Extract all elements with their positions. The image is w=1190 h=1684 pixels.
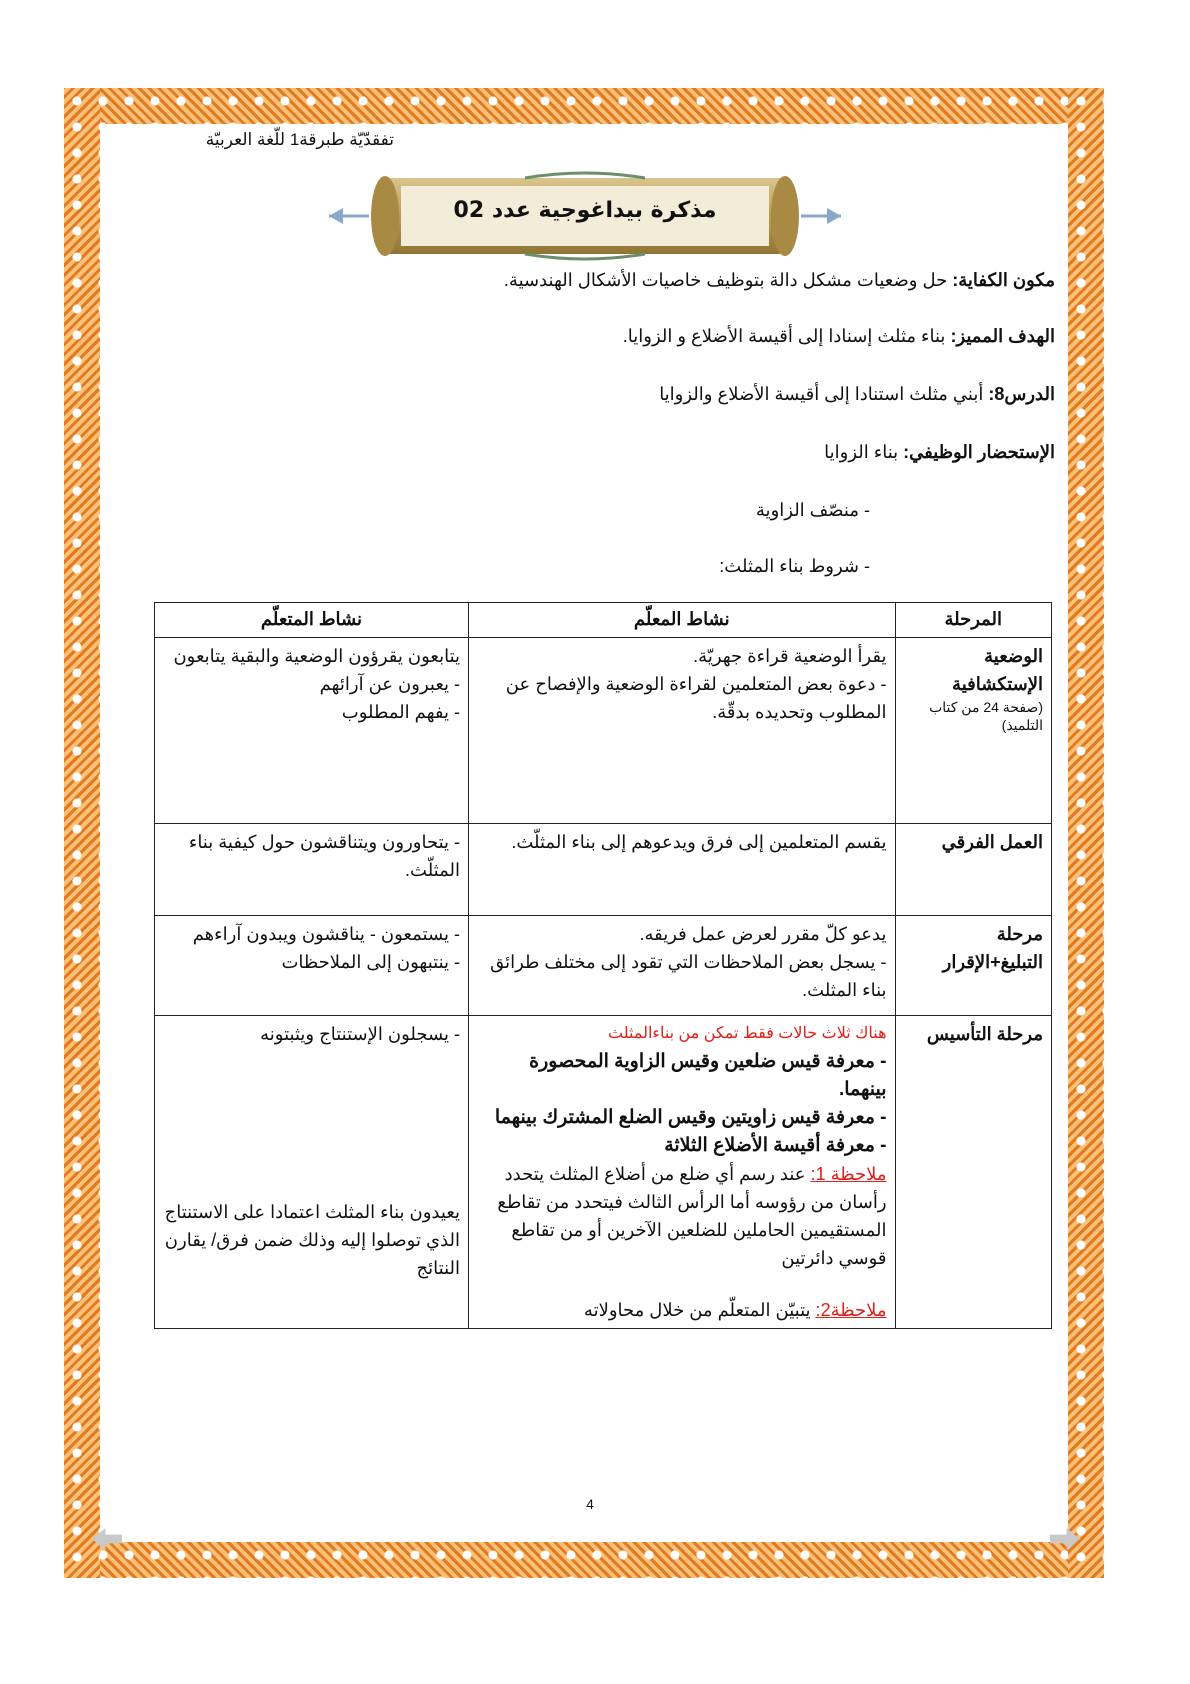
learner-cell xyxy=(155,824,469,916)
subject-line: تفقدّيّة طبرقة1 للّغة العربيّة xyxy=(205,130,394,149)
learner-line: يتابعون يقرؤون الوضعية والبقية يتابعون xyxy=(173,646,461,666)
phase-cell xyxy=(895,916,1051,1016)
note-2-label: ملاحظة2: xyxy=(815,1300,887,1320)
learner-line: - يعبرون عن آرائهم xyxy=(319,674,461,694)
competence-line xyxy=(150,270,1055,291)
recall-value: بناء الزوايا xyxy=(824,442,899,462)
header-teacher: نشاط المعلّم xyxy=(469,603,896,638)
decorative-border-left xyxy=(64,88,100,1578)
decorative-border-right xyxy=(1068,88,1104,1578)
phase-cell xyxy=(895,1016,1051,1329)
phase-cell xyxy=(895,638,1051,824)
learner-line: - يستمعون - يناقشون ويبدون آراءهم xyxy=(192,924,461,944)
learner-line: - يتحاورون ويتناقشون حول كيفية بناء المثلّث. xyxy=(188,832,461,880)
teacher-line: يقسم المتعلمين إلى فرق ويدعوهم إلى بناء المثلّث. xyxy=(511,832,887,852)
objective-value: بناء مثلث إسنادا إلى أقيسة الأضلاع و الزوايا. xyxy=(622,326,946,346)
learner-cell xyxy=(155,1016,469,1329)
table-row xyxy=(155,824,1052,916)
teacher-line: يدعو كلّ مقرر لعرض عمل فريقه. xyxy=(639,924,887,944)
objective-line xyxy=(150,326,1055,347)
objective-label: الهدف المميز: xyxy=(950,326,1055,346)
decorative-border-bottom xyxy=(64,1542,1104,1578)
header-learner: نشاط المتعلّم xyxy=(155,603,469,638)
learner-line: - يفهم المطلوب xyxy=(341,702,461,722)
teacher-line: يقرأ الوضعية قراءة جهريّة. xyxy=(693,646,887,666)
teacher-case: - معرفة قيس ضلعين وقيس الزاوية المحصورة بينهما. xyxy=(529,1051,887,1100)
lesson-value: أبني مثلث استنادا إلى أقيسة الأضلاع والزوايا xyxy=(659,384,984,404)
phase-name: العمل الفرقي xyxy=(941,832,1043,852)
lesson-table xyxy=(154,602,1052,1329)
learner-line: - يسجلون الإستنتاج ويثبتونه xyxy=(260,1024,461,1044)
teacher-cell xyxy=(469,824,896,916)
phase-name: مرحلة التبليغ+الإقرار xyxy=(942,924,1043,972)
lesson-label: الدرس8: xyxy=(988,384,1055,404)
learner-line: يعيدون بناء المثلث اعتمادا على الاستنتاج الذي توصلوا إليه وذلك ضمن فرق/ يقارن النتائج xyxy=(164,1202,461,1278)
phase-cell xyxy=(895,824,1051,916)
note-2-text: يتبيّن المتعلّم من خلال محاولاته xyxy=(583,1300,811,1320)
phase-name: الوضعية الإستكشافية xyxy=(952,646,1043,694)
teacher-cell xyxy=(469,916,896,1016)
learner-line: - ينتبهون إلى الملاحظات xyxy=(281,952,461,972)
competence-label: مكون الكفاية: xyxy=(952,270,1055,290)
teacher-cell xyxy=(469,638,896,824)
header-phase: المرحلة xyxy=(895,603,1051,638)
note-1 xyxy=(477,1160,887,1272)
teacher-line: - يسجل بعض الملاحظات التي تقود إلى مختلف طرائق بناء المثلث. xyxy=(490,952,887,1000)
teacher-case: - معرفة قيس زاويتين وقيس الضلع المشترك بينهما xyxy=(494,1107,887,1128)
note-1-label: ملاحظة 1: xyxy=(810,1164,887,1184)
table-row xyxy=(155,1016,1052,1329)
table-row xyxy=(155,638,1052,824)
table-row xyxy=(155,916,1052,1016)
teacher-case: - معرفة أقيسة الأضلاع الثلاثة xyxy=(664,1135,887,1156)
bullet-triangle-conditions: - شروط بناء المثلث: xyxy=(719,556,870,576)
lesson-line xyxy=(150,384,1055,405)
note-2 xyxy=(477,1296,887,1324)
competence-value: حل وضعيات مشكل دالة بتوظيف خاصيات الأشكال الهندسية. xyxy=(503,270,948,290)
page-title: مذكرة بيداغوجية عدد 02 xyxy=(453,198,717,223)
table-header-row xyxy=(155,603,1052,638)
teacher-cell xyxy=(469,1016,896,1329)
decorative-border-top xyxy=(64,88,1104,124)
bullet-angle-bisector: - منصّف الزاوية xyxy=(755,500,870,520)
teacher-intro: هناك ثلاث حالات فقط تمكن من بناءالمثلث xyxy=(608,1025,887,1042)
phase-note: (صفحة 24 من كتاب التلميذ) xyxy=(929,699,1043,733)
phase-name: مرحلة التأسيس xyxy=(926,1024,1043,1044)
recall-label: الإستحضار الوظيفي: xyxy=(903,442,1055,462)
page-number: 4 xyxy=(586,1496,594,1512)
learner-cell xyxy=(155,916,469,1016)
title-banner xyxy=(325,168,845,264)
teacher-line: - دعوة بعض المتعلمين لقراءة الوضعية والإفصاح عن المطلوب وتحديده بدقّة. xyxy=(505,674,887,722)
recall-line xyxy=(150,442,1055,463)
learner-cell xyxy=(155,638,469,824)
note-1-text: عند رسم أي ضلع من أضلاع المثلث يتحدد رأسان من رؤوسه أما الرأس الثالث فيتحدد من تقاطع المستقيمين الحاملين للضلعين الآخرين أو من تقاطع قوسي دائرتين xyxy=(497,1164,887,1268)
